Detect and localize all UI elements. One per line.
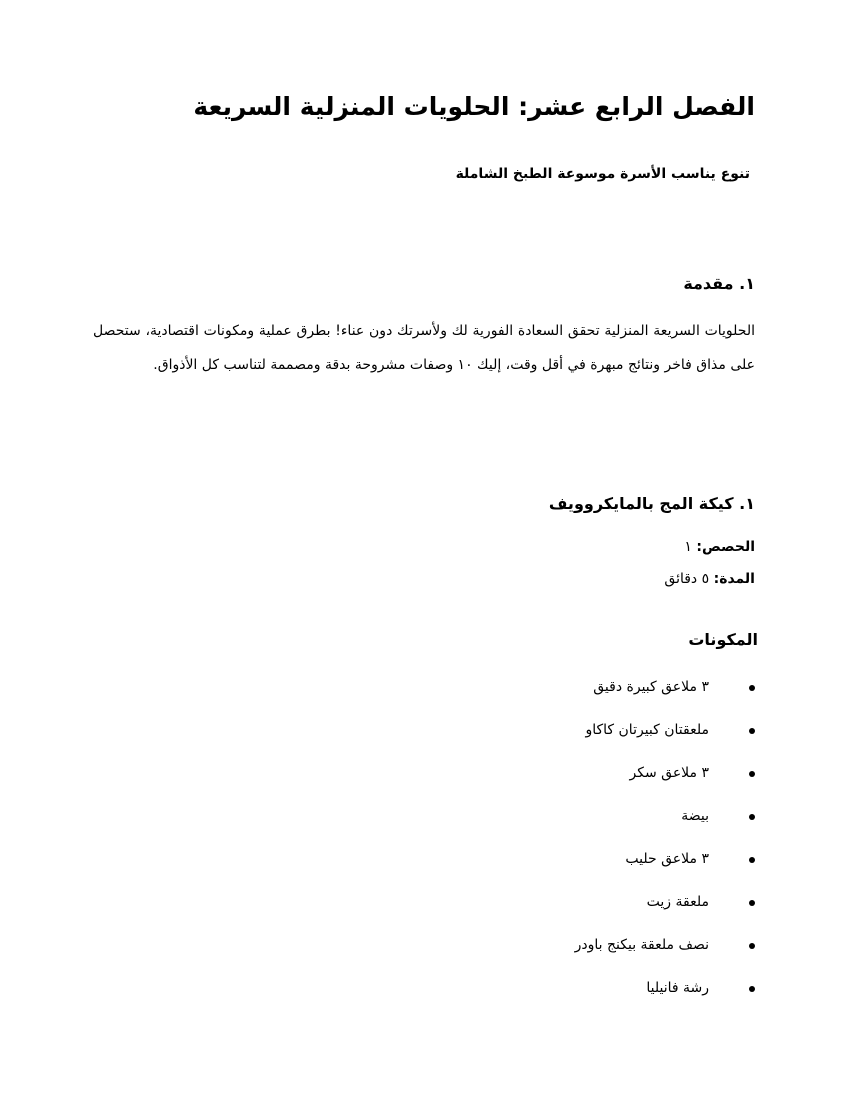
bullet-icon (749, 685, 755, 691)
ingredient-text: بيضة (681, 808, 709, 824)
bullet-icon (749, 986, 755, 992)
ingredient-item (575, 712, 755, 755)
ingredient-item (575, 798, 755, 841)
ingredient-text: ملعقة زيت (646, 894, 709, 910)
duration-line (664, 571, 755, 587)
bullet-icon (749, 728, 755, 734)
intro-paragraph: الحلويات السريعة المنزلية تحقق السعادة الفورية لك ولأسرتك دون عناء! بطرق عملية ومكونات اقتصادية، ستحصل على مذاق فاخر ونتائج مبهرة في أقل وقت، إليك ١٠ وصفات مشروحة بدقة ومصممة لتناسب كل الأذواق. (93, 323, 755, 373)
ingredient-text: نصف ملعقة بيكنج باودر (574, 937, 709, 953)
duration-value: ٥ دقائق (664, 571, 710, 587)
bullet-icon (749, 771, 755, 777)
ingredients-heading: المكونات (688, 630, 758, 649)
ingredient-text: ٣ ملاعق كبيرة دقيق (593, 679, 709, 695)
bullet-icon (749, 900, 755, 906)
servings-line (684, 539, 755, 555)
servings-label: الحصص: (696, 539, 755, 555)
duration-label: المدة: (713, 571, 755, 587)
chapter-title: الفصل الرابع عشر: الحلويات المنزلية السريعة (193, 92, 755, 121)
ingredient-item (575, 970, 755, 1013)
ingredient-text: ٣ ملاعق سكر (629, 765, 709, 781)
ingredient-item (575, 884, 755, 927)
bullet-icon (749, 943, 755, 949)
recipe-title: ١. كيكة المج بالمايكروويف (548, 494, 755, 513)
bullet-icon (749, 814, 755, 820)
ingredient-text: رشة فانيليا (646, 980, 709, 996)
chapter-subtitle: تنوع يناسب الأسرة موسوعة الطبخ الشاملة (455, 166, 750, 182)
ingredient-item (575, 669, 755, 712)
ingredient-item (575, 841, 755, 884)
intro-heading: ١. مقدمة (683, 274, 755, 293)
ingredient-text: ٣ ملاعق حليب (625, 851, 709, 867)
ingredient-item (575, 755, 755, 798)
ingredient-text: ملعقتان كبيرتان كاكاو (585, 722, 709, 738)
servings-value: ١ (684, 539, 692, 555)
bullet-icon (749, 857, 755, 863)
ingredient-item (575, 927, 755, 970)
ingredients-list (575, 669, 755, 1013)
